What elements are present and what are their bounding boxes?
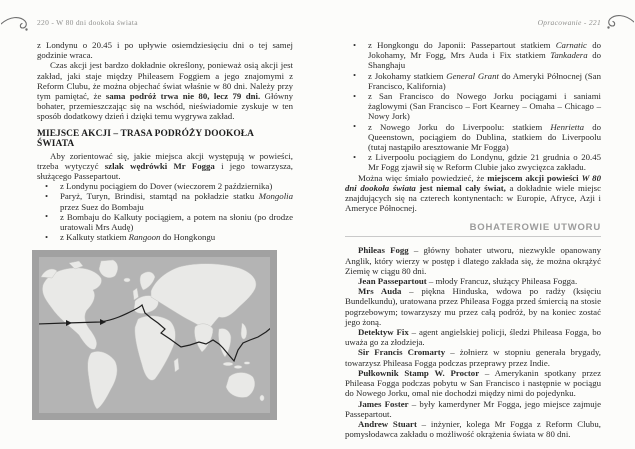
- route-stop-text: z Jokohamy statkiem General Grant do Ameryki Północnej (San Francisco, Kalifornia): [368, 70, 601, 91]
- bullet-icon: •: [353, 39, 357, 50]
- route-stop: [37, 212, 293, 232]
- character-description: – młody Francuz, służący Phileasa Fogga.: [426, 276, 578, 287]
- character-name: James Foster: [358, 398, 409, 409]
- character-entry: [345, 399, 601, 419]
- section-heading-bohaterowie: BOHATEROWIE UTWORU: [469, 222, 601, 234]
- route-list-left: [37, 181, 293, 242]
- bullet-icon: •: [45, 211, 49, 222]
- character-name: Detektyw Fix: [358, 327, 409, 338]
- character-description: – główny bohater utworu, niezwykle opanowany Anglik, który wierzy w postęp i dlatego zakłada się, że można okrążyć Ziemię w ciągu 80 dni.: [345, 245, 601, 276]
- character-entry: [345, 419, 601, 439]
- character-entry: [345, 368, 601, 399]
- character-name: Mrs Auda: [358, 286, 402, 297]
- paragraph-time-of-action: Czas akcji jest bardzo dokładnie określony, ponieważ osią akcji jest zakład, jaki staje między Phileasem Foggiem a jego znajomymi z Reform Clubu, że można objechać świat właśnie w 80 dni. Należy przy tym pamiętać, że sama podróż trwa nie 80, lecz 79 dni. Główny bohater, przemieszczając się na wschód, nieświadomie zyskuje w ten sposób dodatkowy dzień i dzięki temu wygrywa zakład.: [37, 60, 293, 122]
- route-stop: [37, 232, 293, 242]
- corner-flourish-right-icon: [604, 11, 634, 31]
- character-name: Jean Passepartout: [358, 276, 427, 287]
- right-page: [345, 0, 601, 439]
- character-entry: [345, 245, 601, 276]
- route-stop-text: z Kalkuty statkiem Rangoon do Hongkongu: [60, 232, 216, 243]
- character-name: Andrew Stuart: [358, 418, 417, 429]
- character-entry: [345, 327, 601, 347]
- route-stop-text: z San Francisco do Nowego Jorku pociągami i saniami żaglowymi (San Francisco – Fort Kearney – Omaha – Chicago – Nowy Jork): [368, 91, 601, 122]
- paragraph-route-intro: Aby zorientować się, jakie miejsca akcji występują w powieści, trzeba wytyczyć szlak wędrówki Mr Fogga i jego towarzysza, służącego Passepartout.: [37, 150, 293, 182]
- route-stop: [345, 152, 601, 172]
- left-page: [37, 0, 293, 420]
- route-stop: [345, 71, 601, 91]
- section-heading-miejsce-akcji: MIEJSCE AKCJI – TRASA PODRÓŻY DOOKOŁA ŚWIATA: [37, 128, 254, 149]
- bullet-icon: •: [353, 70, 357, 81]
- world-map-route-image: [32, 250, 277, 420]
- character-description: – inżynier, kolega Mr Fogga z Reform Clubu, pomysłodawca zakładu o możliwość okrążenia świata w 80 dni.: [345, 418, 601, 440]
- paragraph-summary: Można więc śmiało powiedzieć, że miejscem akcji powieści W 80 dni dookoła świata jest niemal cały świat, a dokładnie wiele miejsc znajdujących się na czterech kontynentach: w Europie, Afryce, Azji i Ameryce Północnej.: [345, 172, 602, 214]
- route-stop: [37, 181, 293, 191]
- character-description: – żołnierz w stopniu generała brygady, towarzysz Phileasa Fogga podczas przeprawy przez Indie.: [345, 347, 602, 368]
- route-stop-text: z Nowego Jorku do Liverpoolu: statkiem Henrietta do Queenstown, pociągiem do Dublina, statkiem do Liverpoolu (tutaj nastąpiło aresztowanie Mr Fogga): [368, 121, 601, 153]
- route-stop: [345, 40, 601, 71]
- character-name: Phileas Fogg: [358, 245, 409, 256]
- running-head-right: Opracowanie - 221: [537, 18, 601, 27]
- bullet-icon: •: [45, 231, 49, 242]
- character-description: – były kamerdyner Mr Fogga, jego miejsce zajmuje Passepartout.: [345, 398, 601, 419]
- character-description: – piękna Hinduska, wdowa po radży (księciu Bundelkundu), uratowana przez Phileasa Fogga przed śmiercią na stosie pogrzebowym; towarzyszy mu przez całą podróż, by na koniec zostać jego żoną.: [345, 286, 601, 327]
- bullet-icon: •: [353, 151, 357, 162]
- character-description: – Amerykanin spotkany przez Phileasa Fogga podczas pobytu w San Francisco i następnie w pociągu do Nowego Jorku, omal nie dochodzi między nimi do pojedynku.: [345, 367, 601, 399]
- route-stop-text: z Liverpoolu pociągiem do Londynu, gdzie 21 grudnia o 20.45 Mr Fogg zjawił się w Reform Clubie jako zwycięzca zakładu.: [368, 152, 601, 173]
- route-stop: [345, 91, 601, 122]
- running-head-left: 220 - W 80 dni dookoła świata: [37, 18, 138, 27]
- character-name: Sir Francis Cromarty: [358, 347, 446, 358]
- character-entry: [345, 276, 601, 286]
- route-stop-text: Paryż, Turyn, Brindisi, stamtąd na pokładzie statku Mongolia przez Suez do Bombaju: [60, 191, 293, 212]
- character-entry: [345, 286, 601, 327]
- bullet-icon: •: [45, 190, 49, 201]
- route-list-right: [345, 40, 601, 173]
- character-entry: [345, 347, 601, 367]
- heading-rule: [345, 236, 601, 237]
- route-stop-text: z Londynu pociągiem do Dover (wieczorem 2 października): [60, 181, 273, 192]
- corner-flourish-left-icon: [1, 13, 31, 33]
- bullet-icon: •: [45, 180, 49, 191]
- route-stop: [37, 191, 293, 211]
- paragraph-continuation: z Londynu o 20.45 i po upływie osiemdziesięciu dni o tej samej godzinie wraca.: [37, 40, 293, 61]
- character-name: Pułkownik Stamp W. Proctor: [358, 367, 480, 378]
- bullet-icon: •: [353, 121, 357, 132]
- character-description: – agent angielskiej policji, śledzi Phileasa Fogga, bo uważa go za złodzieja.: [345, 327, 601, 348]
- route-stop-text: z Bombaju do Kalkuty pociągiem, a potem na słoniu (po drodze uratowali Mrs Audę): [60, 211, 293, 233]
- route-stop: [345, 122, 601, 153]
- route-stop-text: z Hongkongu do Japonii: Passepartout statkiem Carnatic do Jokohamy, Mr Fogg, Mrs Auda i Fix statkiem Tankadera do Shanghaju: [368, 40, 601, 71]
- bullet-icon: •: [353, 90, 357, 101]
